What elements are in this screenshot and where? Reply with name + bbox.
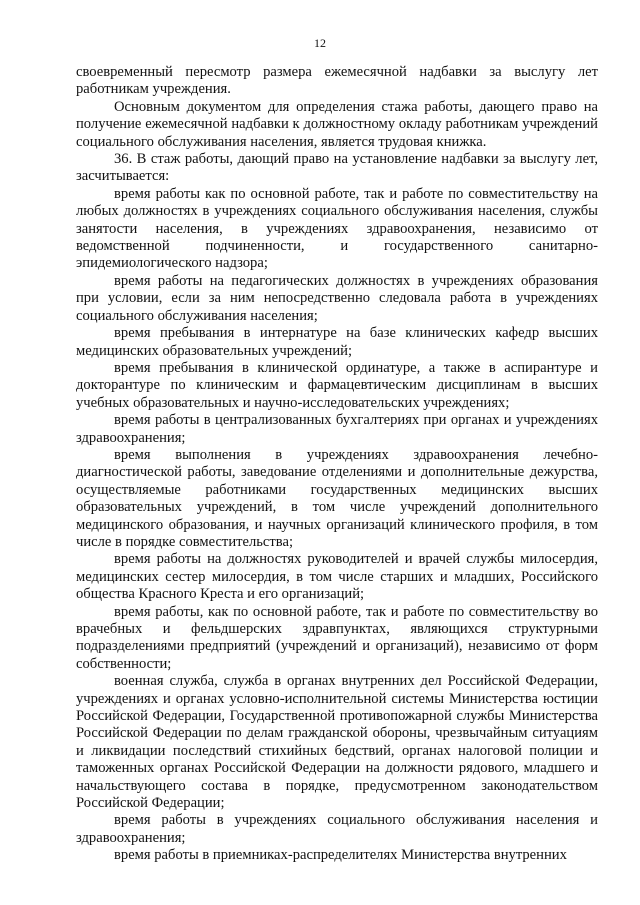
page-number: 12 — [314, 36, 326, 50]
paragraph: время работы в централизованных бухгалтериях при органах и учреждениях здравоохранения; — [76, 412, 598, 446]
paragraph: время работы на должностях руководителей и врачей службы милосердия, медицинских сестер милосердия, в том числе старших и младших, Российского общества Красного Креста и его организаций; — [76, 551, 598, 603]
paragraph: время работы в приемниках-распределителях Министерства внутренних — [114, 847, 567, 864]
paragraph: 36. В стаж работы, дающий право на установление надбавки за выслугу лет, засчитывается: — [76, 151, 598, 185]
paragraph: время пребывания в клинической ординатуре, а также в аспирантуре и докторантуре по клиническим и фармацевтическим дисциплинам в высших учебных образовательных и научно-исследовательских учреждениях; — [76, 359, 598, 411]
paragraph: военная служба, служба в органах внутренних дел Российской Федерации, учреждениях и органах условно-исполнительной системы Министерства юстиции Российской Федерации, Государственной противопожарной службы Министерства Российской Федерации по делам гражданской обороны, чрезвычайным ситуациям и ликвидации последствий стихийных бедствий, органах налоговой полиции и таможенных органах Российской Федерации на должности рядового, младшего и начальствующего состава в порядке, предусмотренном законодательством Российской Федерации; — [76, 673, 598, 812]
paragraph: Основным документом для определения стажа работы, дающего право на получение ежемесячной надбавки к должностному окладу работникам учреждений социального обслуживания населения, является трудовая книжка. — [76, 98, 598, 150]
body-text — [76, 64, 598, 865]
paragraph: время работы как по основной работе, так и работе по совместительству на любых должностях в учреждениях социального обслуживания населения, службы занятости населения, в учреждениях здравоохранения, независимо от ведомственной подчиненности, и государственного санитарно-эпидемиологического надзора; — [76, 185, 598, 272]
paragraph: своевременный пересмотр размера ежемесячной надбавки за выслугу лет работникам учреждения. — [76, 64, 598, 98]
paragraph: время пребывания в интернатуре на базе клинических кафедр высших медицинских образовательных учреждений; — [76, 325, 598, 359]
paragraph: время работы в учреждениях социального обслуживания населения и здравоохранения; — [76, 812, 598, 846]
paragraph: время работы, как по основной работе, так и работе по совместительству во врачебных и фельдшерских здравпунктах, являющихся структурными подразделениями предприятий (учреждений и организаций), независимо от форм собственности; — [76, 603, 598, 672]
paragraph: время выполнения в учреждениях здравоохранения лечебно-диагностической работы, заведование отделениями и дополнительные дежурства, осуществляемые работниками государственных медицинских высших образовательных учреждений, в том числе учреждений дополнительного медицинского образования, и научных организаций клинического профиля, в том числе в порядке совместительства; — [76, 446, 598, 550]
paragraph: время работы на педагогических должностях в учреждениях образования при условии, если за ним непосредственно следовала работа в учреждениях социального обслуживания населения; — [76, 272, 598, 324]
